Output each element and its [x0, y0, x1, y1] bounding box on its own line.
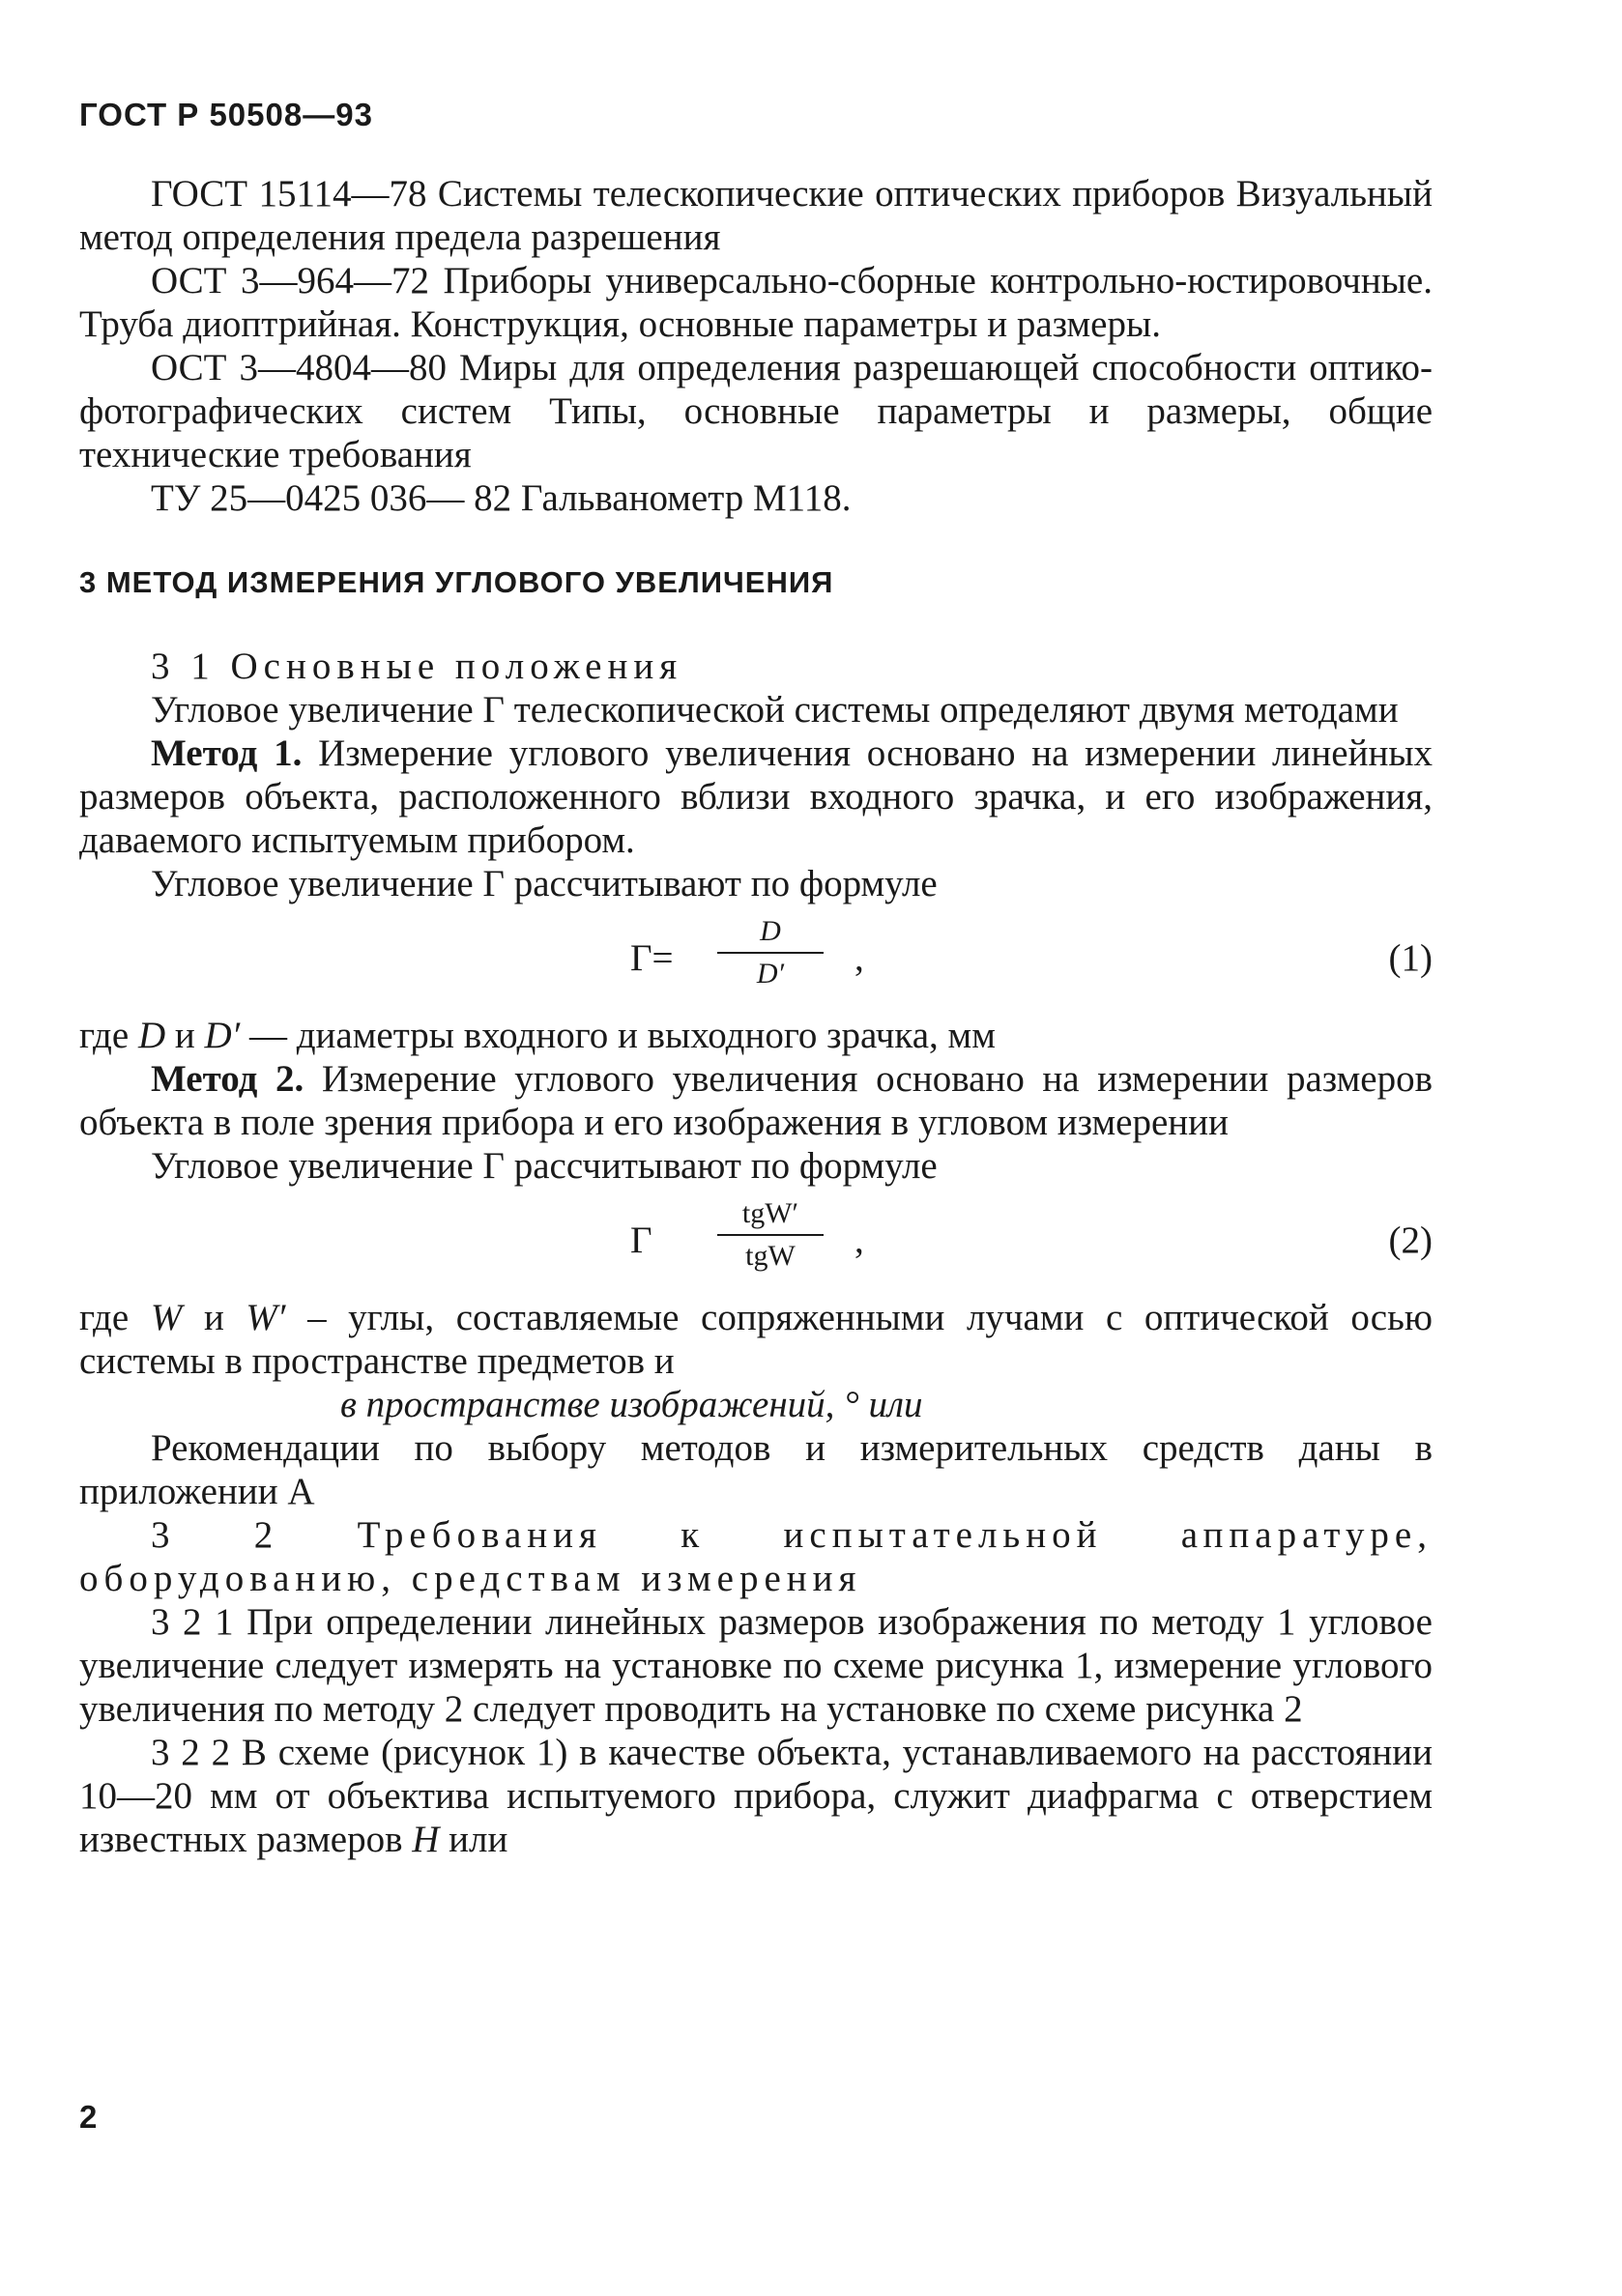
- formula-2: [79, 1197, 1433, 1286]
- reference-ost-3-964: ОСТ 3—964—72 Приборы универсально-сборные контрольно-юстировочные. Труба диоптрийная. Конструкция, основные параметры и размеры.: [79, 260, 1433, 345]
- page-number: 2: [79, 2099, 98, 2135]
- document-header: ГОСТ Р 50508—93: [79, 97, 373, 132]
- formula-1-denominator: D′: [756, 958, 785, 990]
- fraction-bar: [717, 952, 824, 954]
- subsection-3-1-heading: 3 1 Основные положения: [151, 646, 683, 687]
- formula-1-definition: — диаметры входного и выходного зрачка, мм: [248, 1015, 996, 1056]
- formula-2-lhs: Г: [630, 1220, 652, 1261]
- symbol-w: W: [150, 1297, 183, 1338]
- formula-2-definition: – углы, составляемые сопряженными лучами с оптической осью системы в пространстве предметов и: [79, 1297, 1434, 1382]
- where-label: где: [79, 1297, 130, 1338]
- formula-2-intro: Угловое увеличение Г рассчитывают по формуле: [151, 1145, 938, 1187]
- reference-gost-15114: ГОСТ 15114—78 Системы телескопические оптических приборов Визуальный метод определения предела разрешения: [79, 173, 1433, 258]
- formula-1-comma: ,: [854, 937, 864, 979]
- fraction-bar: [717, 1234, 824, 1236]
- formula-1-fraction: [717, 915, 824, 990]
- symbol-d-prime: D′: [204, 1015, 241, 1056]
- clause-3-2-2: [79, 1731, 1433, 1861]
- section-title: 3 МЕТОД ИЗМЕРЕНИЯ УГЛОВОГО УВЕЛИЧЕНИЯ: [79, 565, 834, 599]
- method-1-label: Метод 1.: [151, 732, 303, 774]
- and-word: и: [203, 1297, 224, 1338]
- body-text: [79, 172, 1433, 1861]
- formula-2-numerator: tgW′: [741, 1197, 799, 1229]
- formula-1-intro: Угловое увеличение Г рассчитывают по формуле: [151, 863, 938, 904]
- where-label: где: [79, 1015, 130, 1056]
- formula-1-numerator: D: [760, 915, 781, 947]
- formula-2-explanation: [79, 1296, 1433, 1383]
- formula-1: [79, 915, 1433, 1004]
- formula-2-denominator: tgW: [745, 1240, 796, 1272]
- symbol-w-prime: W′: [246, 1297, 286, 1338]
- symbol-h: H: [412, 1819, 440, 1860]
- formula-2-definition-continued: в пространстве изображений, ° или: [340, 1384, 923, 1425]
- formula-1-explanation: [79, 1014, 1433, 1057]
- recommendation-paragraph: Рекомендации по выбору методов и измерительных средств даны в приложении А: [79, 1427, 1433, 1512]
- clause-3-2-1: 3 2 1 При определении линейных размеров изображения по методу 1 угловое увеличение следует измерять на установке по схеме рисунка 1, измерение углового увеличения по методу 2 следует проводить на установке по схеме рисунка 2: [79, 1601, 1433, 1730]
- method-1-paragraph: [79, 732, 1433, 862]
- method-2-text: Измерение углового увеличения основано на измерении размеров объекта в поле зрения прибора и его изображения в угловом измерении: [79, 1058, 1434, 1143]
- subsection-3-2-heading: 3 2 Требования к испытательной аппаратуре, оборудованию, средствам измерения: [79, 1514, 1433, 1599]
- clause-3-2-2-or: или: [449, 1819, 508, 1860]
- and-word: и: [174, 1015, 195, 1056]
- method-2-paragraph: [79, 1057, 1433, 1144]
- method-1-text: Измерение углового увеличения основано на измерении линейных размеров объекта, расположенного вблизи входного зрачка, и его изображения, даваемого испытуемым прибором.: [79, 732, 1434, 861]
- formula-2-comma: ,: [854, 1220, 864, 1261]
- clause-3-2-2-text: 3 2 2 В схеме (рисунок 1) в качестве объекта, устанавливаемого на расстоянии 10—20 мм от объектива испытуемого прибора, служит диафрагма с отверстием известных размеров: [79, 1732, 1433, 1860]
- formula-2-number: (2): [1388, 1220, 1433, 1261]
- formula-1-number: (1): [1388, 937, 1433, 979]
- symbol-d: D: [137, 1015, 166, 1056]
- formula-1-lhs: Г=: [630, 937, 674, 979]
- intro-paragraph: Угловое увеличение Г телескопической системы определяют двумя методами: [151, 689, 1399, 731]
- method-2-label: Метод 2.: [151, 1058, 304, 1100]
- reference-ost-3-4804: ОСТ 3—4804—80 Миры для определения разрешающей способности оптико-фотографических систем Типы, основные параметры и размеры, общие технические требования: [79, 347, 1433, 475]
- formula-2-fraction: [717, 1197, 824, 1273]
- reference-tu-25: ТУ 25—0425 036— 82 Гальванометр М118.: [151, 477, 852, 519]
